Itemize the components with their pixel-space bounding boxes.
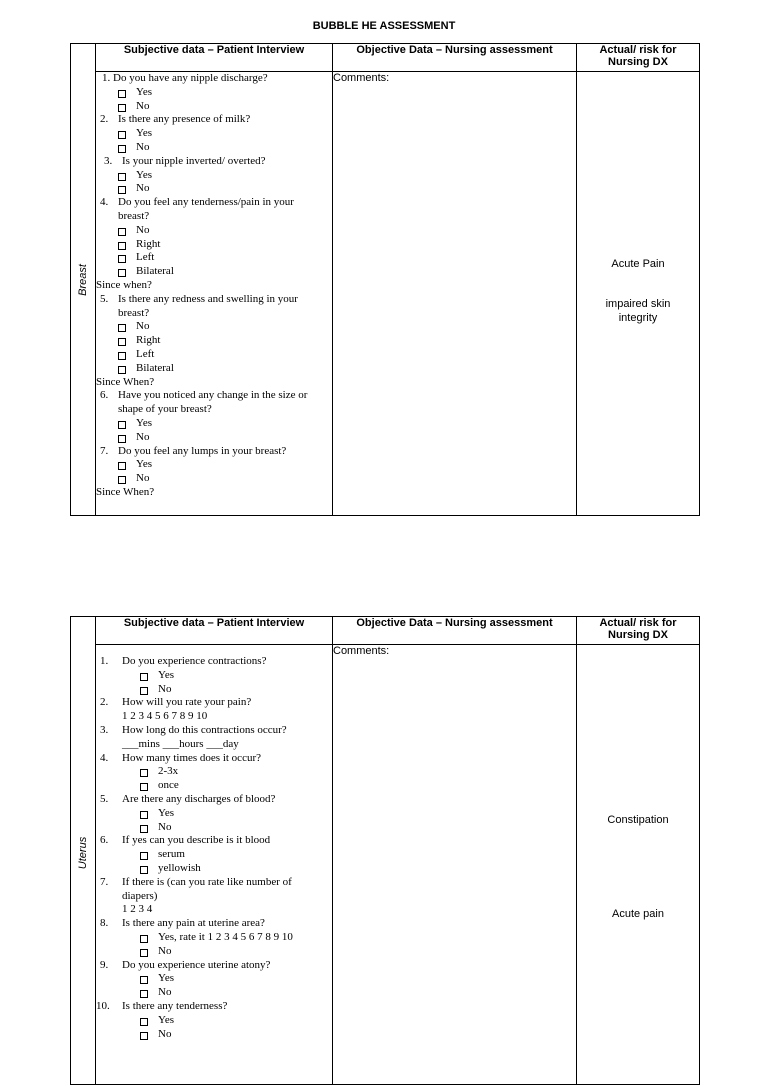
checkbox-icon: [140, 990, 148, 998]
since-when-label: Since When?: [96, 485, 155, 498]
checkbox-option[interactable]: Bilateral: [96, 265, 332, 279]
checkbox-icon: [140, 1032, 148, 1040]
checkbox-icon: [118, 186, 126, 194]
checkbox-option[interactable]: Yes: [96, 169, 332, 183]
checkbox-option[interactable]: Yes: [96, 127, 332, 141]
checkbox-icon: [118, 324, 126, 332]
checkbox-icon: [140, 1018, 148, 1026]
question-2-text: 2. Is there any presence of milk?: [100, 113, 251, 126]
question-3-text: 3. How long do this contractions occur?: [100, 723, 287, 736]
checkbox-option[interactable]: No: [96, 945, 332, 959]
uterus-section-label: Uterus: [77, 836, 89, 870]
page-title: BUBBLE HE ASSESSMENT: [312, 20, 456, 32]
checkbox-icon: [140, 783, 148, 791]
checkbox-icon: [140, 811, 148, 819]
question-2-text: 2. How will you rate your pain?: [100, 696, 252, 709]
checkbox-icon: [118, 173, 126, 181]
checkbox-option[interactable]: No: [96, 986, 332, 1000]
checkbox-option[interactable]: No: [96, 182, 332, 196]
checkbox-icon: [118, 104, 126, 112]
checkbox-option[interactable]: No: [96, 472, 332, 486]
uterus-subjective-header: Subjective data – Patient Interview: [96, 617, 333, 645]
uterus-dx-cell: [577, 645, 700, 1085]
since-when-label: Since when?: [96, 278, 152, 291]
checkbox-icon: [118, 462, 126, 470]
checkbox-option[interactable]: once: [96, 779, 332, 793]
dx-item: integrity: [618, 312, 658, 324]
dx-item: Acute Pain: [611, 258, 665, 270]
checkbox-option[interactable]: Right: [96, 238, 332, 252]
checkbox-option[interactable]: Yes: [96, 972, 332, 986]
question-8-text: 8. Is there any pain at uterine area?: [100, 917, 265, 930]
checkbox-option[interactable]: Left: [96, 348, 332, 362]
checkbox-icon: [118, 242, 126, 250]
checkbox-icon: [118, 90, 126, 98]
checkbox-icon: [118, 366, 126, 374]
checkbox-option[interactable]: serum: [96, 848, 332, 862]
question-10-text: 10. Is there any tenderness?: [96, 999, 228, 1012]
checkbox-icon: [140, 866, 148, 874]
dx-item: Constipation: [607, 814, 669, 826]
dx-item: impaired skin: [605, 298, 671, 310]
checkbox-option[interactable]: 2-3x: [96, 765, 332, 779]
breast-dx-cell: [577, 72, 700, 516]
uterus-dx-header: Actual/ risk for Nursing DX: [577, 617, 700, 645]
uterus-objective-cell[interactable]: [333, 645, 577, 1085]
checkbox-icon: [118, 255, 126, 263]
question-9-text: 9. Do you experience uterine atony?: [100, 958, 271, 971]
since-when-label: Since When?: [96, 375, 155, 388]
checkbox-option[interactable]: yellowish: [96, 862, 332, 876]
checkbox-icon: [140, 949, 148, 957]
question-1-text: 1. Do you have any nipple discharge?: [102, 72, 268, 84]
checkbox-option[interactable]: No: [96, 431, 332, 445]
uterus-section-cell: [71, 617, 96, 1085]
breast-dx-header: Actual/ risk for Nursing DX: [577, 44, 700, 72]
question-3-text: 3. Is your nipple inverted/ overted?: [104, 154, 266, 167]
uterus-objective-header: Objective Data – Nursing assessment: [333, 617, 577, 645]
diaper-scale[interactable]: 1 2 3 4: [122, 903, 153, 916]
checkbox-icon: [118, 131, 126, 139]
checkbox-option[interactable]: No: [96, 821, 332, 835]
checkbox-icon: [118, 145, 126, 153]
checkbox-option[interactable]: Bilateral: [96, 362, 332, 376]
uterus-interview-questions: [96, 645, 333, 1085]
checkbox-icon: [140, 673, 148, 681]
checkbox-icon: [118, 476, 126, 484]
checkbox-option[interactable]: No: [96, 320, 332, 334]
pain-scale[interactable]: 1 2 3 4 5 6 7 8 9 10: [122, 710, 208, 723]
checkbox-option[interactable]: No: [96, 683, 332, 697]
checkbox-option[interactable]: No: [96, 141, 332, 155]
question-4-text-cont: breast?: [118, 209, 150, 222]
checkbox-icon: [140, 687, 148, 695]
breast-objective-header: Objective Data – Nursing assessment: [333, 44, 577, 72]
uterus-assessment-table: [70, 616, 700, 1085]
checkbox-icon: [118, 338, 126, 346]
checkbox-option[interactable]: Yes: [96, 458, 332, 472]
checkbox-option[interactable]: Yes: [96, 86, 332, 100]
checkbox-option[interactable]: Yes: [96, 669, 332, 683]
question-5-text-cont: breast?: [118, 306, 150, 319]
question-7-text-cont: diapers): [122, 889, 158, 902]
checkbox-icon: [118, 228, 126, 236]
checkbox-option[interactable]: Yes, rate it 1 2 3 4 5 6 7 8 9 10: [96, 931, 332, 945]
comments-label: Comments:: [333, 72, 390, 84]
question-5-text: 5. Is there any redness and swelling in your: [100, 292, 298, 305]
checkbox-icon: [140, 769, 148, 777]
question-4-text: 4. Do you feel any tenderness/pain in your: [100, 196, 294, 209]
checkbox-option[interactable]: No: [96, 1028, 332, 1042]
breast-assessment-table: [70, 43, 700, 516]
checkbox-option[interactable]: Left: [96, 251, 332, 265]
checkbox-option[interactable]: Yes: [96, 1014, 332, 1028]
checkbox-icon: [118, 435, 126, 443]
comments-label: Comments:: [333, 645, 390, 657]
breast-objective-cell[interactable]: [333, 72, 577, 516]
checkbox-icon: [118, 352, 126, 360]
checkbox-icon: [140, 825, 148, 833]
breast-section-cell: [71, 44, 96, 516]
question-6-text: 6. If yes can you describe is it blood: [100, 834, 271, 847]
question-4-text: 4. How many times does it occur?: [100, 751, 261, 764]
checkbox-icon: [140, 976, 148, 984]
question-1-text: 1. Do you experience contractions?: [100, 655, 267, 667]
breast-interview-questions: [96, 72, 333, 516]
checkbox-icon: [118, 269, 126, 277]
question-6-text-cont: shape of your breast?: [118, 403, 212, 416]
checkbox-option[interactable]: Right: [96, 334, 332, 348]
checkbox-option[interactable]: Yes: [96, 417, 332, 431]
checkbox-icon: [118, 421, 126, 429]
question-7-text: 7. If there is (can you rate like number of: [100, 875, 292, 888]
checkbox-icon: [140, 852, 148, 860]
checkbox-option[interactable]: No: [96, 100, 332, 114]
checkbox-option[interactable]: Yes: [96, 807, 332, 821]
question-7-text: 7. Do you feel any lumps in your breast?: [100, 444, 287, 457]
question-5-text: 5. Are there any discharges of blood?: [100, 792, 276, 805]
dx-item: Acute pain: [612, 908, 664, 920]
breast-subjective-header: Subjective data – Patient Interview: [96, 44, 333, 72]
checkbox-icon: [140, 935, 148, 943]
checkbox-option[interactable]: No: [96, 224, 332, 238]
duration-blanks[interactable]: ___mins ___hours ___day: [122, 737, 239, 750]
breast-section-label: Breast: [77, 264, 89, 296]
question-6-text: 6. Have you noticed any change in the size or: [100, 389, 308, 402]
